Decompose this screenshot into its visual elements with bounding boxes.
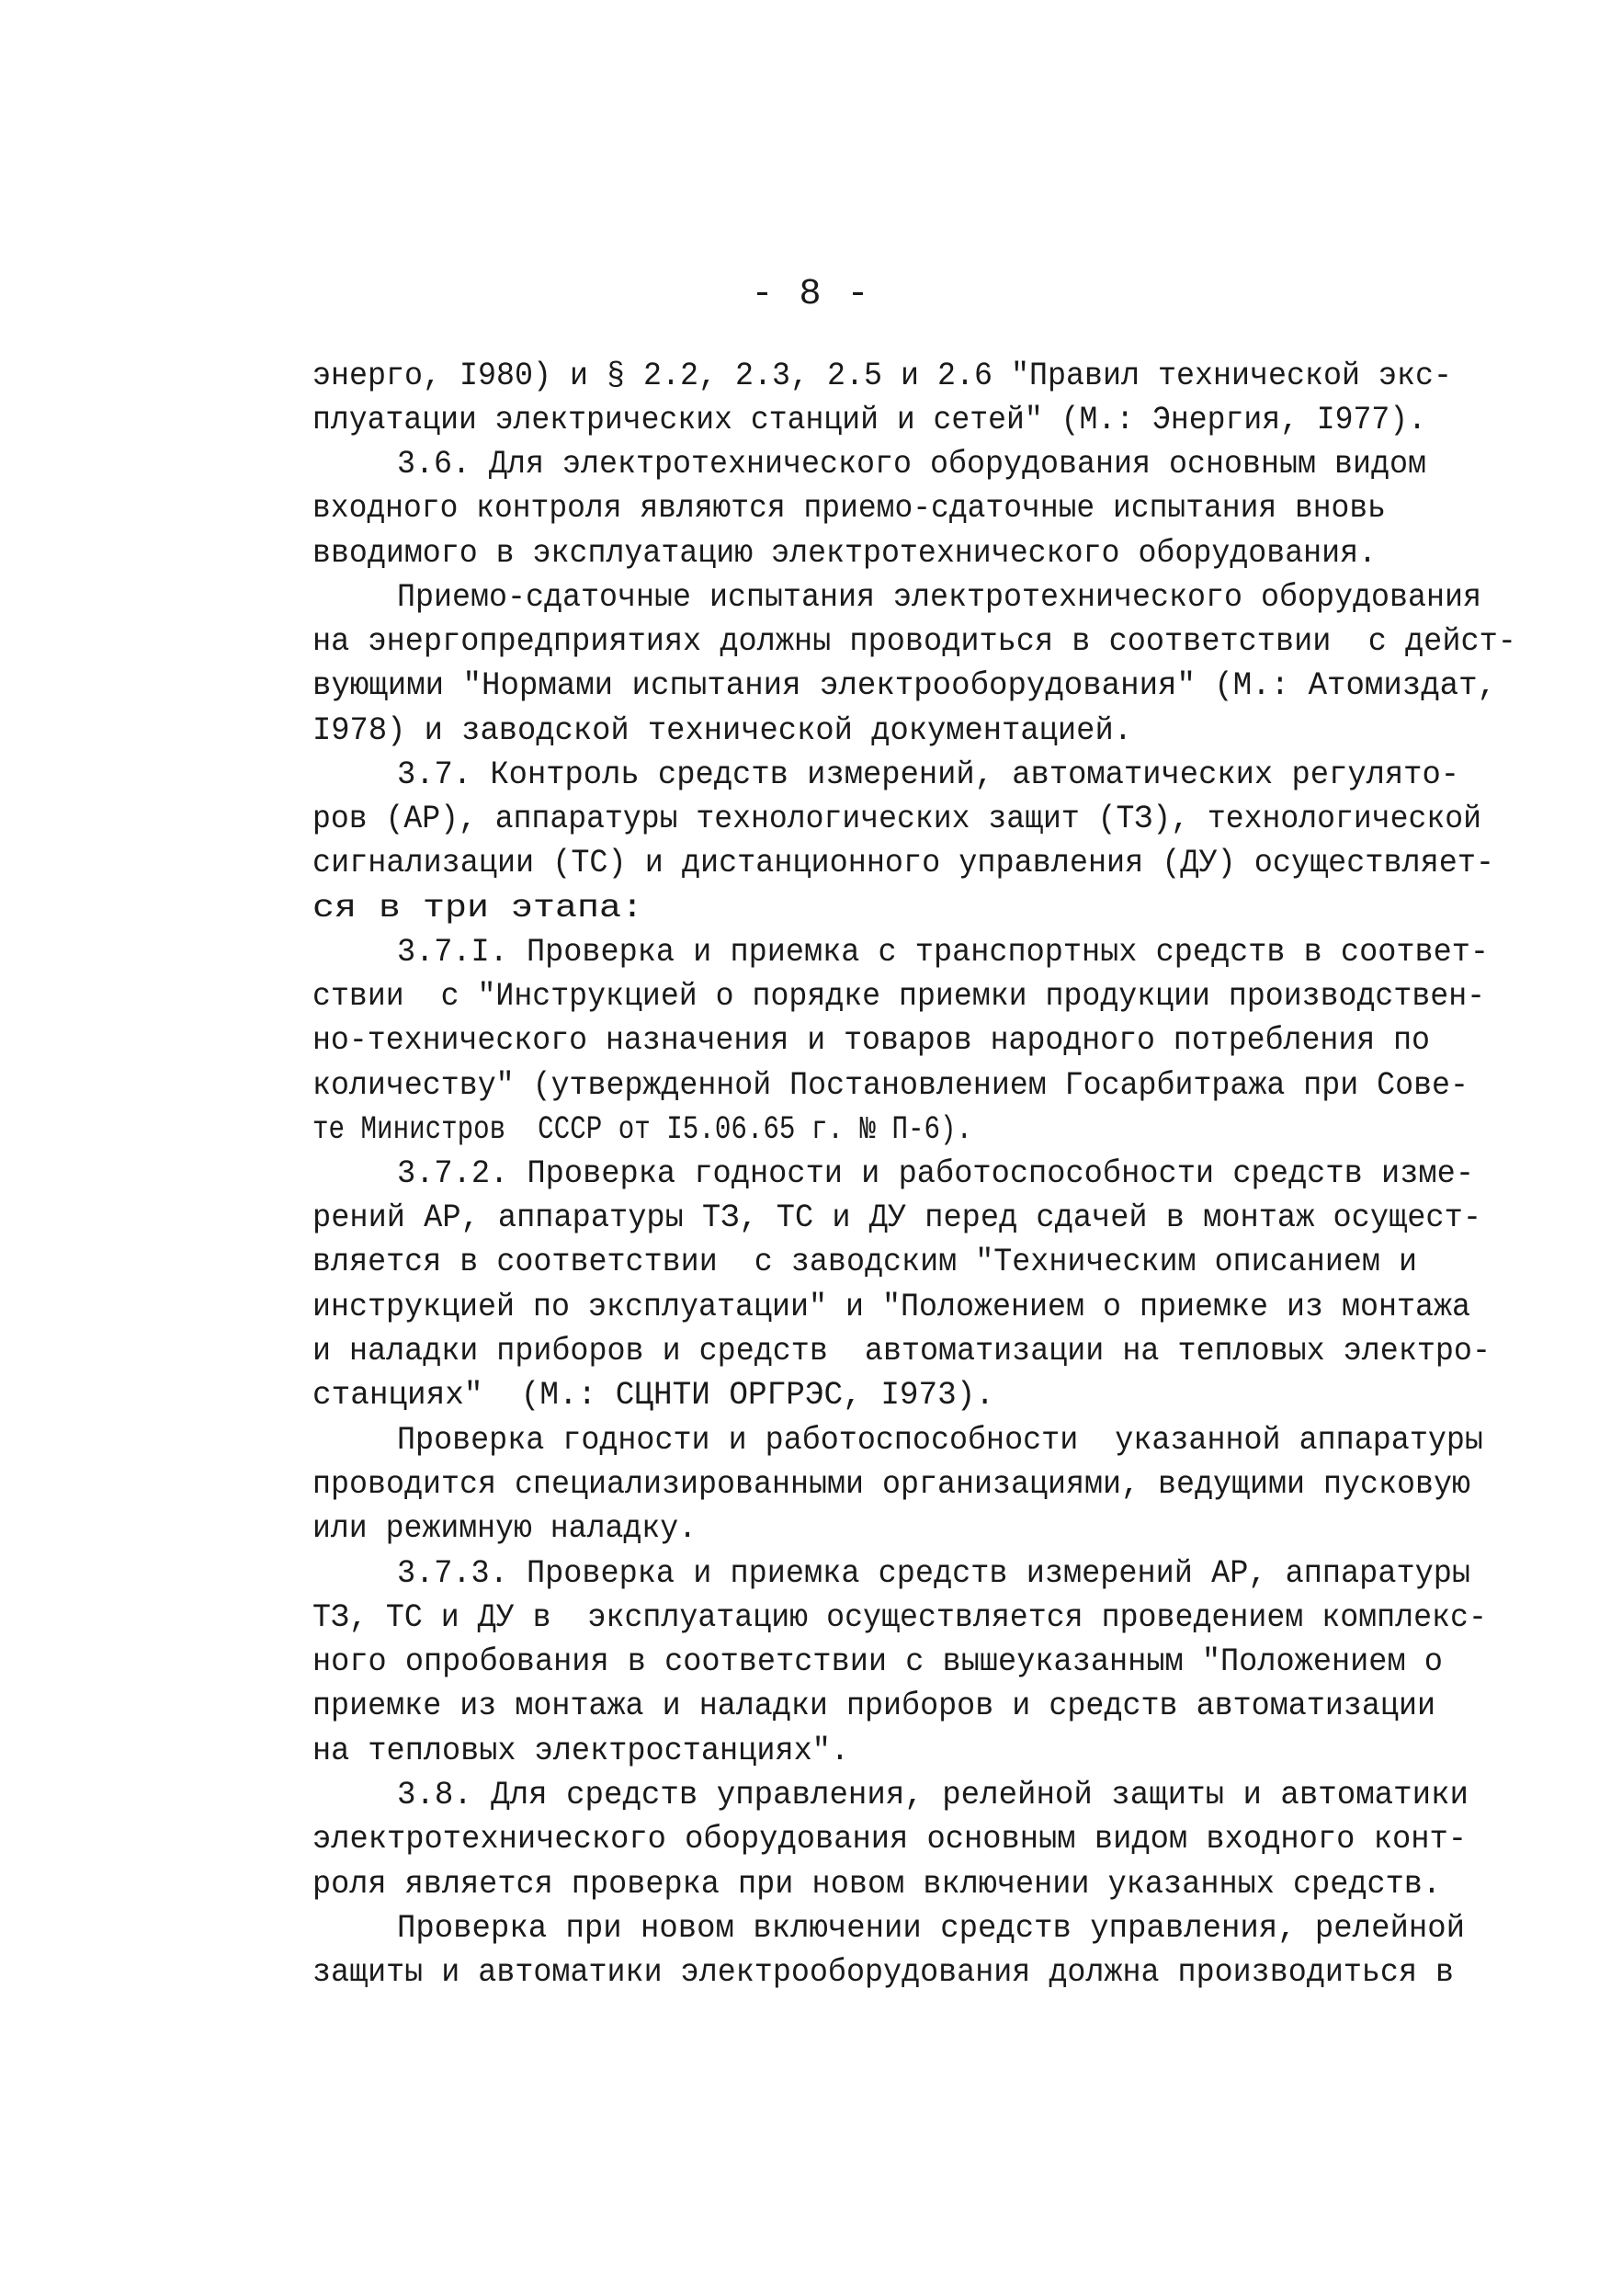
text-line: сигнализации (ТС) и дистанционного управления (ДУ) осуществляет-	[312, 845, 1495, 881]
text-line: ствии с "Инструкцией о порядке приемки продукции производствен-	[312, 978, 1486, 1015]
text-line: 3.7.2. Проверка годности и работоспособности средств изме-	[397, 1155, 1475, 1192]
text-line: те Министров СССР от I5.06.65 г. № П-6).	[312, 1111, 973, 1148]
text-line: 3.7. Контроль средств измерений, автоматических регулято-	[397, 756, 1460, 793]
text-line: входного контроля являются приемо-сдаточные испытания вновь	[312, 490, 1386, 527]
text-line: ся в три этапа:	[312, 890, 643, 926]
text-line: роля является проверка при новом включении указанных средств.	[312, 1866, 1442, 1903]
text-line: на тепловых электростанциях".	[312, 1733, 850, 1769]
text-line: и наладки приборов и средств автоматизации на тепловых электро-	[312, 1333, 1491, 1370]
text-line: Проверка годности и работоспособности указанной аппаратуры	[397, 1422, 1483, 1459]
text-line: 3.6. Для электротехнического оборудования основным видом	[397, 446, 1426, 483]
text-line: или режимную наладку.	[312, 1510, 698, 1547]
text-line: приемке из монтажа и наладки приборов и средств автоматизации	[312, 1688, 1436, 1724]
text-line: энерго, I980) и § 2.2, 2.3, 2.5 и 2.6 "Правил технической экс-	[312, 358, 1452, 394]
text-line: ТЗ, ТС и ДУ в эксплуатацию осуществляется проведением комплекс-	[312, 1599, 1487, 1636]
text-line: но-технического назначения и товаров народного потребления по	[312, 1022, 1431, 1059]
text-line: 3.8. Для средств управления, релейной защиты и автоматики	[397, 1777, 1469, 1813]
text-line: инструкцией по эксплуатации" и "Положением о приемке из монтажа	[312, 1289, 1470, 1325]
text-line: 3.7.I. Проверка и приемка с транспортных средств в соответ-	[397, 934, 1490, 971]
page-number: - 8 -	[751, 274, 871, 315]
text-line: 3.7.3. Проверка и приемка средств измерений АР, аппаратуры	[397, 1555, 1471, 1592]
text-line: рений АР, аппаратуры ТЗ, ТС и ДУ перед сдачей в монтаж осущест-	[312, 1199, 1482, 1236]
text-line: защиты и автоматики электрооборудования должна производиться в	[312, 1954, 1455, 1991]
text-line: ного опробования в соответствии с вышеуказанным "Положением о	[312, 1643, 1443, 1680]
text-line: электротехнического оборудования основным видом входного конт-	[312, 1821, 1467, 1858]
text-line: Проверка при новом включении средств управления, релейной	[397, 1910, 1466, 1947]
text-line: вующими "Нормами испытания электрооборудования" (М.: Атомиздат,	[312, 667, 1497, 704]
text-line: плуатации электрических станций и сетей" (М.: Энергия, I977).	[312, 402, 1427, 438]
text-line: станциях" (М.: СЦНТИ ОРГРЭС, I973).	[312, 1377, 994, 1414]
text-line: количеству" (утвержденной Постановлением Госарбитража при Сове-	[312, 1067, 1469, 1104]
text-line: на энергопредприятиях должны проводиться в соответствии с дейст-	[312, 623, 1516, 660]
text-line: Приемо-сдаточные испытания электротехнического оборудования	[397, 579, 1481, 616]
text-line: вляется в соответствии с заводским "Техническим описанием и	[312, 1244, 1417, 1280]
text-line: проводится специализированными организациями, ведущими пусковую	[312, 1466, 1470, 1503]
text-line: ров (АР), аппаратуры технологических защит (ТЗ), технологической	[312, 801, 1482, 837]
text-line: вводимого в эксплуатацию электротехнического оборудования.	[312, 535, 1378, 572]
text-line: I978) и заводской технической документацией.	[312, 712, 1132, 749]
